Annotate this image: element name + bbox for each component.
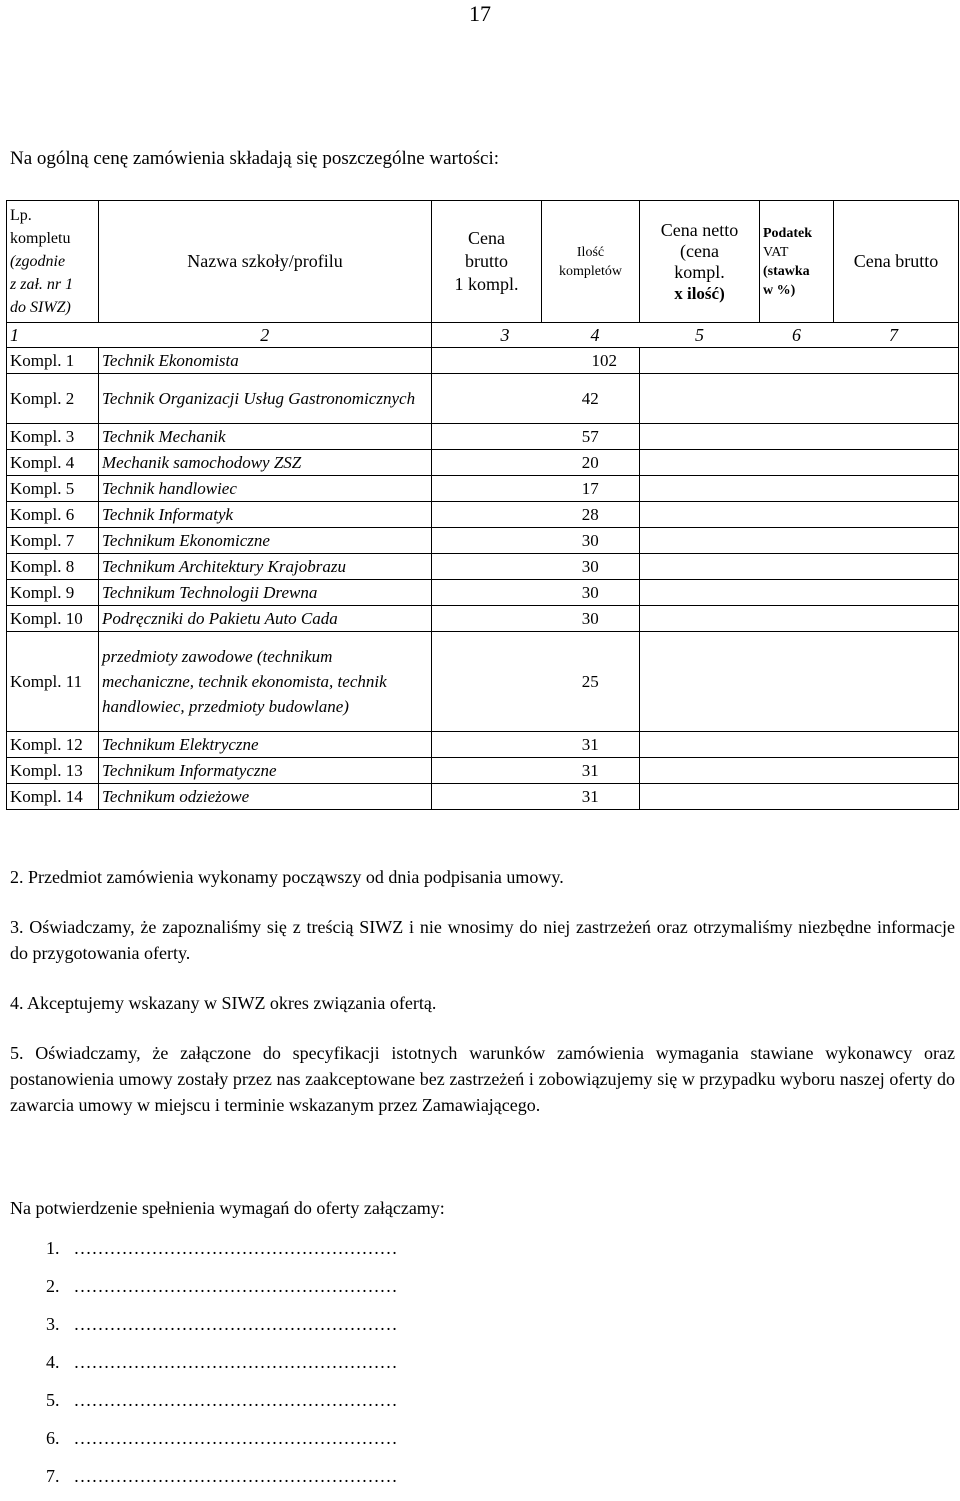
- list-item: 4. ………………………………………………: [46, 1352, 398, 1372]
- kompl-label: Kompl. 9: [7, 580, 99, 606]
- school-name: Technik handlowiec: [99, 476, 432, 502]
- paragraph-3: 3. Oświadczamy, że zapoznaliśmy się z treścią SIWZ i nie wnosimy do niej zastrzeżeń oraz otrzymaliśmy niezbędne informacje do przygotowania oferty.: [10, 917, 955, 963]
- kit-quantity: 42: [542, 374, 640, 424]
- empty-cell: [640, 784, 959, 810]
- kit-quantity: 17: [542, 476, 640, 502]
- empty-cell: [432, 758, 542, 784]
- empty-cell: [640, 606, 959, 632]
- list-item: 6. ………………………………………………: [46, 1428, 398, 1448]
- kit-quantity: 25: [542, 632, 640, 732]
- kompl-label: Kompl. 10: [7, 606, 99, 632]
- empty-cell: [640, 580, 959, 606]
- kompl-label: Kompl. 6: [7, 502, 99, 528]
- school-name: Technikum odzieżowe: [99, 784, 432, 810]
- table-row: [7, 528, 959, 554]
- empty-cell: [640, 632, 959, 732]
- attachments-list: [46, 1235, 398, 1501]
- empty-cell: [432, 632, 542, 732]
- empty-cell: [640, 348, 959, 374]
- header-lp: Lp. kompletu (zgodnie z zał. nr 1 do SIWZ): [7, 201, 99, 323]
- kit-quantity: 28: [542, 502, 640, 528]
- intro-text: Na ogólną cenę zamówienia składają się poszczególne wartości:: [10, 148, 500, 169]
- kit-quantity: 57: [542, 424, 640, 450]
- paragraph-4: 4. Akceptujemy wskazany w SIWZ okres związania ofertą.: [10, 993, 437, 1013]
- kompl-label: Kompl. 8: [7, 554, 99, 580]
- empty-cell: [432, 374, 542, 424]
- column-numbers-row: [7, 323, 959, 348]
- column-number: 7: [834, 323, 959, 348]
- empty-cell: [640, 554, 959, 580]
- school-name: Technik Informatyk: [99, 502, 432, 528]
- kompl-label: Kompl. 13: [7, 758, 99, 784]
- paragraph-5: 5. Oświadczamy, że załączone do specyfikacji istotnych warunków zamówienia wymagania stawiane wykonawcy oraz postanowienia umowy zostały przez nas zaakceptowane bez zastrzeżeń i zobowiązujemy się w przypadku wyboru naszej oferty do zawarcia umowy w miejscu i terminie wskazanym przez Zamawiającego.: [10, 1043, 955, 1115]
- empty-cell: [640, 450, 959, 476]
- table-row: [7, 554, 959, 580]
- header-net-price: Cena netto (cena kompl. x ilość): [640, 201, 760, 323]
- empty-cell: [640, 502, 959, 528]
- table-row: [7, 784, 959, 810]
- kit-quantity: 31: [542, 758, 640, 784]
- kompl-label: Kompl. 12: [7, 732, 99, 758]
- table-row: [7, 606, 959, 632]
- school-name: Technikum Technologii Drewna: [99, 580, 432, 606]
- kit-quantity: 20: [542, 450, 640, 476]
- school-name: Technikum Architektury Krajobrazu: [99, 554, 432, 580]
- list-item: 7. ………………………………………………: [46, 1466, 398, 1486]
- kompl-label: Kompl. 7: [7, 528, 99, 554]
- kompl-label: Kompl. 2: [7, 374, 99, 424]
- header-vat: Podatek VAT (stawka w %): [760, 201, 834, 323]
- table-row: [7, 758, 959, 784]
- column-number: 3: [432, 323, 542, 348]
- list-item: 3. ………………………………………………: [46, 1314, 398, 1334]
- empty-cell: [432, 502, 542, 528]
- list-item: 1. ………………………………………………: [46, 1238, 398, 1258]
- table-row: [7, 580, 959, 606]
- table-row: [7, 450, 959, 476]
- table-row: [7, 476, 959, 502]
- column-number: 2: [99, 323, 432, 348]
- kompl-label: Kompl. 11: [7, 632, 99, 732]
- column-number: 6: [760, 323, 834, 348]
- empty-cell: [640, 758, 959, 784]
- empty-cell: [432, 450, 542, 476]
- empty-cell: [432, 528, 542, 554]
- empty-cell: [432, 732, 542, 758]
- kit-quantity: 31: [542, 732, 640, 758]
- kompl-label: Kompl. 5: [7, 476, 99, 502]
- header-school-name: Nazwa szkoły/profilu: [99, 201, 432, 323]
- column-number: 1: [7, 323, 99, 348]
- page-number: 17: [469, 1, 491, 26]
- empty-cell: [640, 732, 959, 758]
- school-name: Technikum Informatyczne: [99, 758, 432, 784]
- table-row: [7, 632, 959, 732]
- empty-cell: [640, 374, 959, 424]
- kompl-label: Kompl. 1: [7, 348, 99, 374]
- kit-quantity: 30: [542, 580, 640, 606]
- empty-cell: [432, 580, 542, 606]
- kit-quantity: 30: [542, 606, 640, 632]
- kit-quantity: 30: [542, 554, 640, 580]
- kompl-label: Kompl. 4: [7, 450, 99, 476]
- school-name: Mechanik samochodowy ZSZ: [99, 450, 432, 476]
- kit-quantity: 31: [542, 784, 640, 810]
- table-row: [7, 732, 959, 758]
- kit-quantity: 30: [542, 528, 640, 554]
- table-row: [7, 374, 959, 424]
- kompl-label: Kompl. 14: [7, 784, 99, 810]
- table-row: [7, 424, 959, 450]
- school-name: przedmioty zawodowe (technikum mechaniczne, technik ekonomista, technik handlowiec, przedmioty budowlane): [99, 632, 432, 732]
- list-item: 5. ………………………………………………: [46, 1390, 398, 1410]
- empty-cell: [640, 528, 959, 554]
- school-name: Technikum Elektryczne: [99, 732, 432, 758]
- header-unit-gross-price: Cena brutto 1 kompl.: [432, 201, 542, 323]
- empty-cell: [640, 476, 959, 502]
- school-name: Technik Ekonomista: [99, 348, 432, 374]
- kit-quantity: 102: [432, 348, 640, 374]
- paragraph-2: 2. Przedmiot zamówienia wykonamy począwszy od dnia podpisania umowy.: [10, 867, 564, 887]
- empty-cell: [432, 784, 542, 810]
- header-gross-price: Cena brutto: [834, 201, 959, 323]
- empty-cell: [432, 424, 542, 450]
- school-name: Technik Organizacji Usług Gastronomicznych: [99, 374, 432, 424]
- empty-cell: [432, 554, 542, 580]
- table-header-row: [7, 201, 959, 323]
- table-row: [7, 502, 959, 528]
- column-number: 4: [542, 323, 640, 348]
- list-item: 2. ………………………………………………: [46, 1276, 398, 1296]
- header-quantity: Ilość kompletów: [542, 201, 640, 323]
- school-name: Technik Mechanik: [99, 424, 432, 450]
- kompl-label: Kompl. 3: [7, 424, 99, 450]
- empty-cell: [432, 476, 542, 502]
- table-row: [7, 348, 959, 374]
- school-name: Podręczniki do Pakietu Auto Cada: [99, 606, 432, 632]
- column-number: 5: [640, 323, 760, 348]
- school-name: Technikum Ekonomiczne: [99, 528, 432, 554]
- empty-cell: [432, 606, 542, 632]
- attachments-intro: Na potwierdzenie spełnienia wymagań do oferty załączamy:: [10, 1198, 445, 1218]
- empty-cell: [640, 424, 959, 450]
- offer-price-table: [6, 200, 959, 810]
